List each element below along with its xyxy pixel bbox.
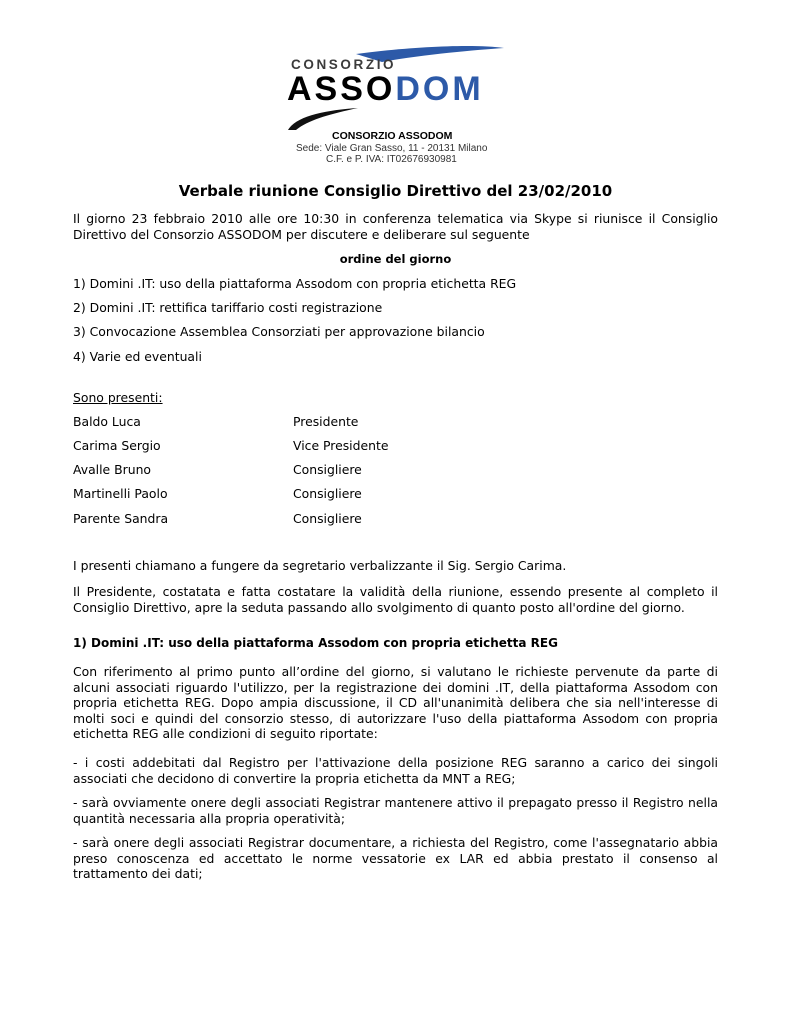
member-name: Carima Sergio bbox=[73, 438, 161, 453]
member-role: Consigliere bbox=[293, 462, 362, 477]
member-name: Baldo Luca bbox=[73, 414, 141, 429]
president-paragraph: Il Presidente, costatata e fatta costatare la validità della riunione, essendo presente al completo il Consiglio Direttivo, apre la seduta passando allo svolgimento di quanto posto all'ordine del giorno. bbox=[73, 584, 718, 615]
logo-part-asso: ASSO bbox=[287, 70, 396, 108]
member-role: Presidente bbox=[293, 414, 359, 429]
member-name: Avalle Bruno bbox=[73, 462, 152, 477]
logo-big-text bbox=[287, 71, 484, 107]
agenda-heading: ordine del giorno bbox=[339, 252, 452, 266]
member-role: Consigliere bbox=[293, 511, 362, 526]
section1-paragraph: Con riferimento al primo punto all’ordine del giorno, si valutano le richieste pervenute da parte di alcuni associati riguardo l'utilizzo, per la registrazione dei domini .IT, della piattaforma Assodom con propria etichetta REG. Dopo ampia discussione, il CD all'unanimità delibera che sia nell'interesse di molti soci e quindi del consorzio stesso, di autorizzare l'uso della piattaforma Assodom con propria etichetta REG alle condizioni di seguito riportate: bbox=[73, 664, 718, 741]
member-role: Consigliere bbox=[293, 486, 362, 501]
agenda-item: 3) Convocazione Assemblea Consorziati per approvazione bilancio bbox=[73, 324, 485, 339]
condition-item: - sarà ovviamente onere degli associati Registrar mantenere attivo il prepagato presso il Registro nella quantità necessaria alla propria operatività; bbox=[73, 795, 718, 826]
member-role: Vice Presidente bbox=[293, 438, 389, 453]
section1-heading: 1) Domini .IT: uso della piattaforma Assodom con propria etichetta REG bbox=[73, 636, 558, 650]
logo-part-dom: DOM bbox=[395, 70, 484, 108]
agenda-item: 2) Domini .IT: rettifica tariffario costi registrazione bbox=[73, 300, 383, 315]
intro-paragraph: Il giorno 23 febbraio 2010 alle ore 10:30 in conferenza telematica via Skype si riunisce il Consiglio Direttivo del Consorzio ASSODOM per discutere e deliberare sul seguente bbox=[73, 211, 718, 242]
org-address: Sede: Viale Gran Sasso, 11 - 20131 Milano bbox=[296, 143, 488, 154]
present-heading: Sono presenti: bbox=[73, 390, 163, 405]
condition-item: - sarà onere degli associati Registrar documentare, a richiesta del Registro, come l'assegnatario abbia preso conoscenza ed accettato le norme vessatorie ex LAR ed abbia prestato il consenso al trattamento dei dati; bbox=[73, 835, 718, 881]
condition-item: - i costi addebitati dal Registro per l'attivazione della posizione REG saranno a carico dei singoli associati che decidono di convertire la propria etichetta da MNT a REG; bbox=[73, 755, 718, 786]
member-name: Martinelli Paolo bbox=[73, 486, 168, 501]
secretary-line: I presenti chiamano a fungere da segretario verbalizzante il Sig. Sergio Carima. bbox=[73, 558, 567, 573]
org-vat: C.F. e P. IVA: IT02676930981 bbox=[326, 154, 457, 165]
logo-small-text: CONSORZIO bbox=[291, 57, 397, 72]
org-name: CONSORZIO ASSODOM bbox=[332, 130, 453, 142]
member-name: Parente Sandra bbox=[73, 511, 169, 526]
agenda-item: 4) Varie ed eventuali bbox=[73, 349, 202, 364]
agenda-item: 1) Domini .IT: uso della piattaforma Assodom con propria etichetta REG bbox=[73, 276, 517, 291]
document-title: Verbale riunione Consiglio Direttivo del 23/02/2010 bbox=[178, 182, 613, 200]
